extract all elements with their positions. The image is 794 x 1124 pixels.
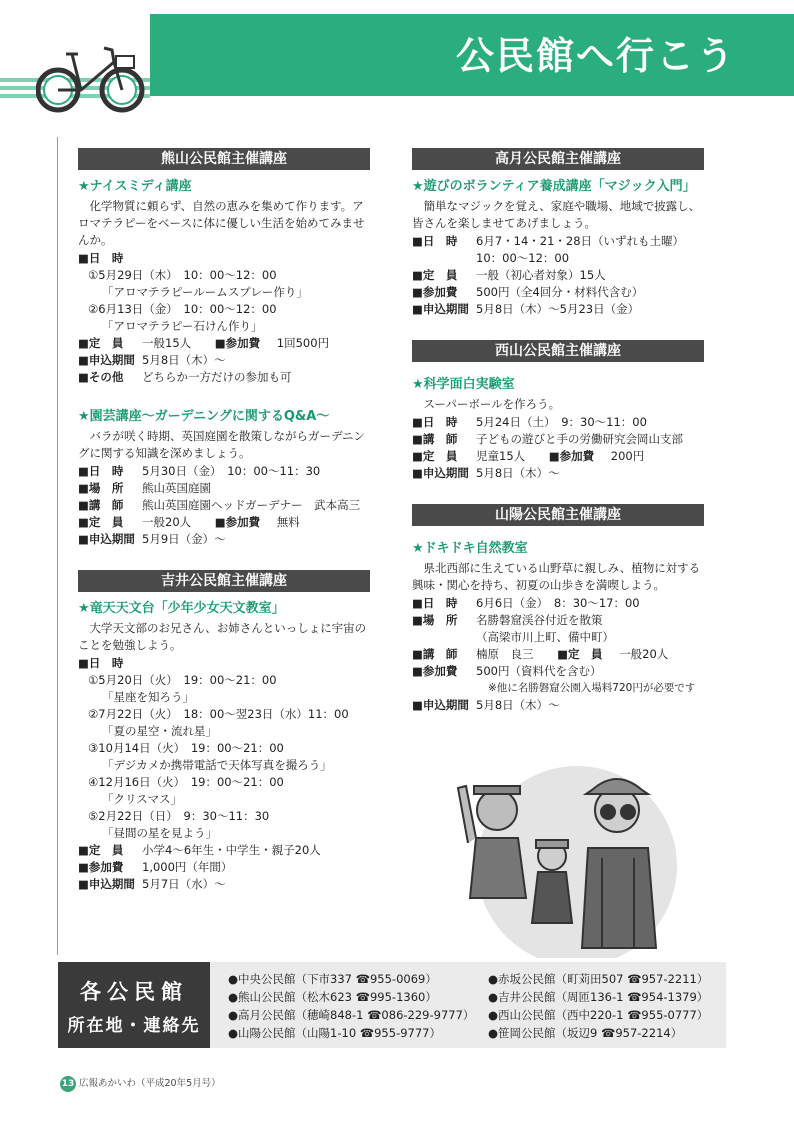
contact-item: ●笹岡公民館（坂辺9 ☎957-2214） bbox=[488, 1026, 683, 1040]
event-description: 大学天文部のお兄さん、お姉さんといっしょに宇宙のことを勉強しよう。 bbox=[78, 621, 367, 652]
section-heading: 高月公民館主催講座 bbox=[412, 148, 704, 170]
event-title: ★園芸講座～ガーデニングに関するQ&A～ bbox=[78, 409, 330, 424]
section-heading: 吉井公民館主催講座 bbox=[78, 570, 370, 592]
section-heading: 熊山公民館主催講座 bbox=[78, 148, 370, 170]
event-title: ★遊びのボランティア養成講座「マジック入門」 bbox=[412, 179, 696, 194]
contact-box bbox=[58, 962, 726, 1048]
session-date: ⑤2月22日（日） 9：30～11：30 bbox=[88, 809, 270, 823]
date-label: ■日 時 bbox=[78, 251, 124, 265]
period-row: ■申込期間 5月8日（木）～ bbox=[78, 353, 226, 367]
session-date: ①5月20日（火） 19：00～21：00 bbox=[88, 673, 277, 687]
capacity-row: ■定 員 一般20人 ■参加費 無料 bbox=[78, 515, 300, 529]
time-row: 10：00～12：00 bbox=[476, 251, 570, 265]
session-date: ②6月13日（金） 10：00～12：00 bbox=[88, 302, 277, 316]
contact-item: ●熊山公民館（松木623 ☎995-1360） bbox=[228, 990, 437, 1004]
event-title: ★ドキドキ自然教室 bbox=[412, 541, 528, 556]
page-number: 13 bbox=[60, 1076, 76, 1092]
fee-row: ■参加費 500円（資料代を含む） bbox=[412, 664, 602, 678]
other-row: ■その他 どちらか一方だけの参加も可 bbox=[78, 370, 292, 384]
event-description: バラが咲く時期、英国庭園を散策しながらガーデニングに関する知識を深めましょう。 bbox=[78, 429, 366, 460]
contact-item: ●西山公民館（西中220-1 ☎955-0777） bbox=[488, 1008, 709, 1022]
period-row: ■申込期間 5月8日（木）～ bbox=[412, 466, 560, 480]
page-title: 公民館へ行こう bbox=[455, 34, 736, 78]
capacity-row: ■定 員 一般15人 ■参加費 1回500円 bbox=[78, 336, 330, 350]
bicycle-icon bbox=[36, 40, 146, 120]
contact-label: 各公民館 所在地・連絡先 bbox=[58, 962, 210, 1048]
place-detail: （高梁市川上町、備中町） bbox=[476, 630, 614, 644]
publication-name: 広報あかいわ（平成20年5月号） bbox=[79, 1078, 221, 1089]
fee-note: ※他に名勝磐窟公園入場料720円が必要です bbox=[488, 682, 696, 694]
capacity-row: ■定 員 一般（初心者対象）15人 bbox=[412, 268, 606, 282]
fee-row: ■参加費 500円（全4回分・材料代含む） bbox=[412, 285, 644, 299]
place-row: ■場 所 熊山英国庭園 bbox=[78, 481, 211, 495]
page-footer bbox=[60, 1075, 221, 1092]
section-heading: 西山公民館主催講座 bbox=[412, 340, 704, 362]
lecturer-row: ■講 師 子どもの遊びと手の労働研究会岡山支部 bbox=[412, 432, 683, 446]
event-description: スーパーボールを作ろう。 bbox=[423, 397, 561, 411]
event-title: ★科学面白実験室 bbox=[412, 377, 515, 392]
session-name: 「昼間の星を見よう」 bbox=[102, 826, 217, 840]
date-row: ■日 時 6月7・14・21・28日（いずれも土曜） bbox=[412, 234, 685, 248]
session-date: ④12月16日（火） 19：00～21：00 bbox=[88, 775, 284, 789]
session-name: 「クリスマス」 bbox=[102, 792, 183, 806]
contact-item: ●吉井公民館（周匝136-1 ☎954-1379） bbox=[488, 990, 709, 1004]
place-row: ■場 所 名勝磐窟渓谷付近を散策 bbox=[412, 613, 603, 627]
session-name: 「アロマテラピー石けん作り」 bbox=[102, 319, 263, 333]
lecturer-row: ■講 師 熊山英国庭園ヘッドガーデナー 武本高三 bbox=[78, 498, 361, 512]
contact-item: ●山陽公民館（山陽1-10 ☎955-9777） bbox=[228, 1026, 441, 1040]
event-description: 化学物質に頼らず、自然の恵みを集めて作ります。アロマテラピーをベースに体に優しい生活を始めてみませんか。 bbox=[78, 199, 365, 247]
date-label: ■日 時 bbox=[78, 656, 124, 670]
date-row: ■日 時 5月30日（金） 10：00～11：30 bbox=[78, 464, 321, 478]
left-column bbox=[78, 148, 370, 893]
contact-list bbox=[228, 971, 718, 1042]
right-column bbox=[412, 148, 704, 714]
section-heading: 山陽公民館主催講座 bbox=[412, 504, 704, 526]
contact-item: ●中央公民館（下市337 ☎955-0069） bbox=[228, 972, 437, 986]
session-name: 「夏の星空・流れ星」 bbox=[102, 724, 217, 738]
date-row: ■日 時 5月24日（土） 9：30～11：00 bbox=[412, 415, 647, 429]
session-name: 「星座を知ろう」 bbox=[102, 690, 194, 704]
capacity-row: ■定 員 小学4～6年生・中学生・親子20人 bbox=[78, 843, 321, 857]
event-description: 簡単なマジックを覚え、家庭や職場、地域で披露し、皆さんを楽しませてあげましょう。 bbox=[412, 199, 701, 230]
left-divider bbox=[57, 137, 58, 955]
hikers-illustration bbox=[452, 748, 702, 958]
session-date: ①5月29日（木） 10：00～12：00 bbox=[88, 268, 277, 282]
period-row: ■申込期間 5月9日（金）～ bbox=[78, 532, 226, 546]
fee-row: ■参加費 1,000円（年間） bbox=[78, 860, 233, 874]
session-name: 「デジカメか携帯電話で天体写真を撮ろう」 bbox=[102, 758, 332, 772]
session-name: 「アロマテラピールームスプレー作り」 bbox=[102, 285, 308, 299]
contact-item: ●赤坂公民館（町苅田507 ☎957-2211） bbox=[488, 972, 709, 986]
event-description: 県北西部に生えている山野草に親しみ、植物に対する興味・関心を持ち、初夏の山歩きを満喫しよう。 bbox=[412, 561, 701, 592]
session-date: ②7月22日（火） 18：00～翌23日（水）11：00 bbox=[88, 707, 349, 721]
date-row: ■日 時 6月6日（金） 8：30～17：00 bbox=[412, 596, 640, 610]
event-title: ★ナイスミディ講座 bbox=[78, 179, 192, 194]
session-date: ③10月14日（火） 19：00～21：00 bbox=[88, 741, 284, 755]
capacity-row: ■定 員 児童15人 ■参加費 200円 bbox=[412, 449, 645, 463]
period-row: ■申込期間 5月7日（水）～ bbox=[78, 877, 226, 891]
lecturer-row: ■講 師 楠原 良三 ■定 員 一般20人 bbox=[412, 647, 669, 661]
contact-item: ●高月公民館（穂崎848-1 ☎086-229-9777） bbox=[228, 1008, 475, 1022]
event-title: ★竜天天文台「少年少女天文教室」 bbox=[78, 601, 285, 616]
period-row: ■申込期間 5月8日（木）～ bbox=[412, 698, 560, 712]
period-row: ■申込期間 5月8日（木）～5月23日（金） bbox=[412, 302, 640, 316]
